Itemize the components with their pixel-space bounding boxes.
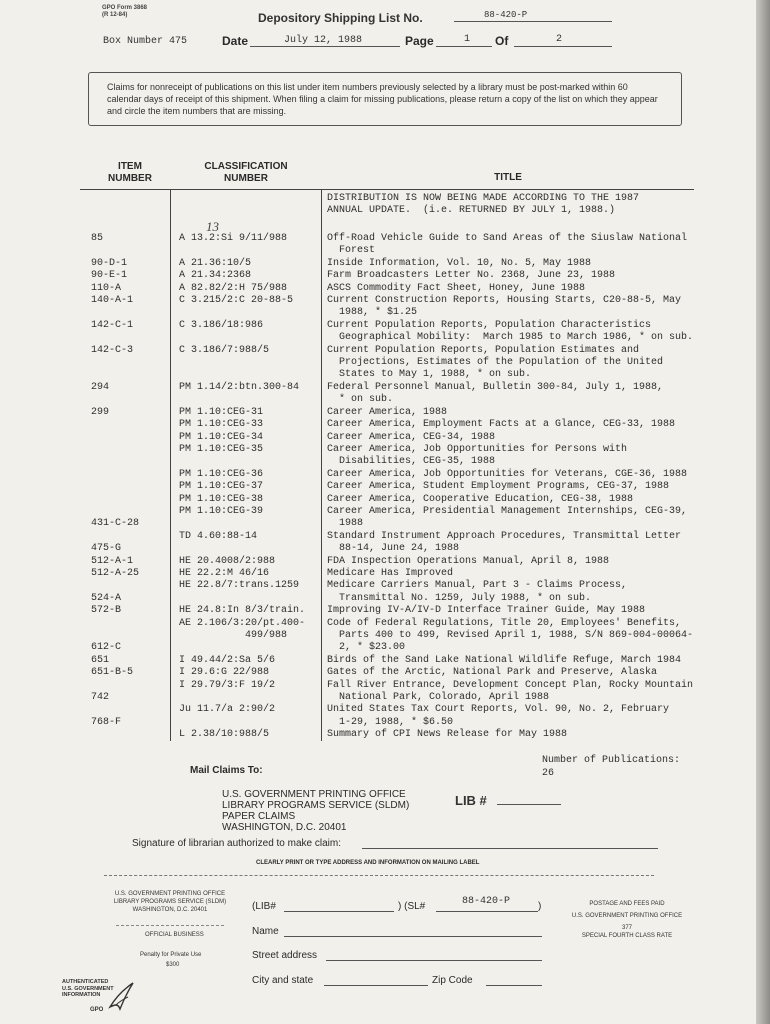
stamp-gpo: GPO xyxy=(90,1007,104,1013)
item-number-column: 85 90-D-1 90-E-1 110-A 140-A-1 142-C-1 142-C-3 294 299 431-C-28 475-G 512-A-1 512-A-25 524-A 572-B 612-C 651 651-B-5 742 768-F xyxy=(91,233,140,728)
claims-notice: Claims for nonreceipt of publications on this list under item numbers previously selected by a library must be post-marked within 60 calendar days of receipt of this shipment. When filing a claim for missing publications, please return a copy of the list on which they appear and circle the item numbers that are missing. xyxy=(88,72,682,126)
box-number: Box Number 475 xyxy=(103,36,188,47)
publication-count xyxy=(518,743,680,793)
penalty-text: Penalty for Private Use xyxy=(140,952,202,958)
sender-line: U.S. GOVERNMENT PRINTING OFFICE xyxy=(114,891,226,897)
postage-line: U.S. GOVERNMENT PRINTING OFFICE xyxy=(571,913,683,919)
cut-line xyxy=(104,875,654,876)
mail-claims-heading: Mail Claims To: xyxy=(190,765,263,776)
label-sl-close: ) xyxy=(538,901,542,912)
label-city-field: City and state xyxy=(252,975,314,986)
penalty-amount: $300 xyxy=(166,962,180,968)
label-sl-line xyxy=(436,911,538,912)
postage-indicia xyxy=(562,900,692,940)
postage-line: 377 xyxy=(621,925,632,931)
sender-divider xyxy=(116,925,224,926)
distribution-note: DISTRIBUTION IS NOW BEING MADE ACCORDING TO THE 1987 ANNUAL UPDATE. (i.e. RETURNED BY JULY 1, 1988.) xyxy=(327,193,640,217)
eagle-icon xyxy=(106,979,136,1013)
sender-line: WASHINGTON, D.C. 20401 xyxy=(132,907,208,913)
sender-line: LIBRARY PROGRAMS SERVICE (SLDM) xyxy=(113,899,227,905)
lib-number-label: LIB # xyxy=(455,793,487,808)
item-header-line2: NUMBER xyxy=(108,173,152,184)
lib-number-line xyxy=(497,804,561,805)
mail-address-line: U.S. GOVERNMENT PRINTING OFFICE xyxy=(222,789,406,800)
item-header-line1: ITEM xyxy=(118,161,142,172)
class-header-line1: CLASSIFICATION xyxy=(204,161,288,172)
clearly-print-note: CLEARLY PRINT OR TYPE ADDRESS AND INFORMATION ON MAILING LABEL xyxy=(256,860,480,866)
classification-column: A 13.2:Si 9/11/988 A 21.36:10/5 A 21.34:2368 A 82.82/2:H 75/988 C 3.215/2:C 20-88-5 C 3.186/18:986 C 3.186/7:988/5 PM 1.14/2:btn.300-84 PM 1.10:CEG-31 PM 1.10:CEG-33 PM 1.10:CEG-34 PM 1.10:CEG-35 PM 1.10:CEG-36 PM 1.10:CEG-37 PM 1.10:CEG-38 PM 1.10:CEG-39 TD 4.60:88-14 HE 20.4008/2:988 HE 22.2:M 46/16 HE 22.8/7:trans.1259 HE 24.8:In 8/3/train. AE 2.106/3:20/pt.400- 499/988 I 49.44/2:Sa 5/6 I 29.6:G 22/988 I 29.79/3:F 19/2 Ju 11.7/a 2:90/2 L 2.38/10:988/5 xyxy=(179,233,306,741)
form-number xyxy=(102,5,147,19)
class-header-line2: NUMBER xyxy=(224,173,268,184)
table-divider-2 xyxy=(321,189,322,741)
date-value: July 12, 1988 xyxy=(284,35,363,46)
of-value: 2 xyxy=(556,34,563,45)
signature-line xyxy=(362,848,658,849)
label-street-line xyxy=(326,960,542,961)
signature-label: Signature of librarian authorized to make claim: xyxy=(132,838,341,849)
title-header: TITLE xyxy=(494,172,522,183)
of-line xyxy=(514,46,612,47)
list-number-line xyxy=(454,21,612,22)
form-revision-text: (R 12-84) xyxy=(102,12,128,18)
label-lib-line xyxy=(284,911,394,912)
handwritten-mark: 13 xyxy=(206,219,219,234)
mail-address-line: PAPER CLAIMS xyxy=(222,811,296,822)
page-edge-shadow xyxy=(756,0,770,1024)
label-city-line xyxy=(324,985,428,986)
date-label: Date xyxy=(222,34,249,48)
page-value: 1 xyxy=(464,34,471,45)
stamp-line: INFORMATION xyxy=(62,992,101,998)
count-label: Number of Publications: xyxy=(542,755,681,767)
table-header-rule xyxy=(80,189,694,190)
mail-address-line: LIBRARY PROGRAMS SERVICE (SLDM) xyxy=(222,800,410,811)
mail-address xyxy=(222,789,409,833)
label-zip-field: Zip Code xyxy=(432,975,473,986)
label-street-field: Street address xyxy=(252,950,318,961)
label-name-field: Name xyxy=(252,926,279,937)
postage-line: SPECIAL FOURTH CLASS RATE xyxy=(581,933,673,939)
page-line xyxy=(436,46,492,47)
classification-number-header xyxy=(176,161,316,185)
gpo-authentication-stamp xyxy=(62,979,142,1015)
label-zip-line xyxy=(486,985,542,986)
date-line xyxy=(250,46,400,47)
postage-line: POSTAGE AND FEES PAID xyxy=(589,901,665,907)
label-sl-field: ) (SL# xyxy=(398,901,426,912)
label-name-line xyxy=(284,936,542,937)
stamp-line: AUTHENTICATED xyxy=(62,979,109,985)
label-sl-value: 88-420-P xyxy=(462,896,511,907)
mail-address-line: WASHINGTON, D.C. 20401 xyxy=(222,822,347,833)
of-label: Of xyxy=(495,34,509,48)
label-lib-field: (LIB# xyxy=(252,901,276,912)
page-label: Page xyxy=(405,34,434,48)
stamp-line: U.S. GOVERNMENT xyxy=(62,985,114,992)
shipping-list-title: Depository Shipping List No. xyxy=(258,11,423,25)
official-business: OFFICIAL BUSINESS xyxy=(145,932,204,938)
count-value: 26 xyxy=(542,767,555,779)
item-number-header xyxy=(100,161,160,185)
form-number-text: GPO Form 3868 xyxy=(102,5,148,11)
table-divider-1 xyxy=(170,189,171,741)
list-number-value: 88-420-P xyxy=(484,10,528,20)
title-column: Off-Road Vehicle Guide to Sand Areas of the Siuslaw National Forest Inside Information, Vol. 10, No. 5, May 1988 Farm Broadcasters Letter No. 2368, June 23, 1988 ASCS Commodity Fact Sheet, Honey, June 1988 Current Construction Reports, Housing Starts, C20-88-5, May 1988, * $1.25 Current Population Reports, Population Characteristics Geographical Mobility: March 1985 to March 1986, * on sub. Current Population Reports, Population Estimates and Projections, Estimates of the Population of the United States to May 1, 1988, * on sub. Federal Personnel Manual, Bulletin 300-84, July 1, 1988, * on sub. Career America, 1988 Career America, Employment Facts at a Glance, CEG-33, 1988 Career America, CEG-34, 1988 Career America, Job Opportunities for Persons with Disabilities, CEG-35, 1988 Career America, Job Opportunities for Veterans, CGE-36, 1988 Career America, Student Employment Programs, CEG-37, 1988 Career America, Cooperative Education, CEG-38, 1988 Career America, Presidential Management Internships, CEG-39, 1988 Standard Instrument Approach Procedures, Transmittal Letter 88-14, June 24, 1988 FDA Inspection Operations Manual, April 8, 1988 Medicare Has Improved Medicare Carriers Manual, Part 3 - Claims Process, Transmittal No. 1259, July 1988, * on sub. Improving IV-A/IV-D Interface Trainer Guide, May 1988 Code of Federal Regulations, Title 20, Employees' Benefits, Parts 400 to 499, Revised April 1, 1988, S/N 869-004-00064- 2, * $23.00 Birds of the Sand Lake National Wildlife Refuge, March 1984 Gates of the Arctic, National Park and Preserve, Alaska Fall River Entrance, Development Concept Plan, Rocky Mountain National Park, Colorado, April 1988 United States Tax Court Reports, Vol. 90, No. 2, February 1-29, 1988, * $6.50 Summary of CPI News Release for May 1988 xyxy=(327,233,694,741)
label-sender-address xyxy=(110,890,230,914)
